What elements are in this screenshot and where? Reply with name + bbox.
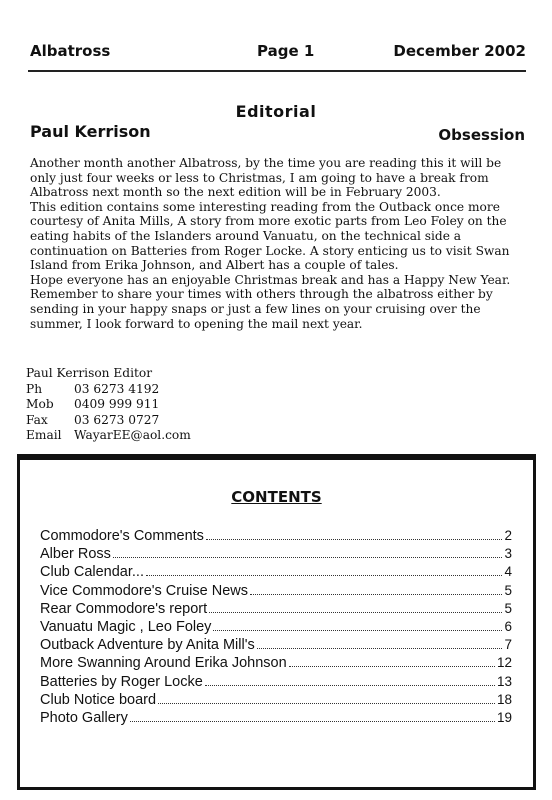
header-rule	[28, 70, 526, 72]
toc-leader	[113, 557, 503, 558]
toc-page: 18	[496, 691, 512, 707]
contents-box	[17, 454, 536, 790]
editorial-heading: Editorial	[235, 102, 317, 121]
toc-title: Vanuatu Magic , Leo Foley	[40, 618, 212, 635]
toc-entry[interactable]	[40, 655, 512, 673]
toc-leader	[206, 539, 503, 540]
toc-title: Alber Ross	[40, 546, 111, 563]
toc-title: Outback Adventure by Anita Mill's	[40, 637, 255, 654]
mobile-row	[26, 397, 191, 413]
toc-page: 7	[504, 637, 512, 653]
toc-page: 6	[504, 618, 512, 634]
toc-entry[interactable]	[40, 674, 512, 692]
paragraph: Another month another Albatross, by the time you are reading this it will be only just four weeks or less to Christmas, I am going to have a break from Albatross next month so the next edition will be in February 2003.	[30, 156, 502, 200]
toc-leader	[289, 666, 495, 667]
toc-leader	[146, 575, 503, 576]
paragraph: Hope everyone has an enjoyable Christmas break and has a Happy New Year. Remember to share your times with others through the albatross either by sending in your happy snaps or just a few lines on your cruising over the summer, I look forward to opening the mail next year.	[30, 272, 511, 331]
issue-date: December 2002	[393, 42, 526, 60]
page-number: Page 1	[257, 42, 315, 60]
editor-name: Paul Kerrison Editor	[26, 366, 153, 380]
toc-title: More Swanning Around Erika Johnson	[40, 655, 287, 672]
phone-label: Ph	[26, 381, 43, 396]
author-byline: Paul Kerrison	[30, 122, 151, 141]
paragraph: This edition contains some interesting reading from the Outback once more courtesy of Anita Mills, A story from more exotic parts from Leo Foley on the eating habits of the Islanders around Vanuatu, on the technical side a continuation on Batteries from Roger Locke. A story enticing us to visit Swan Island from Erika Johnson, and Albert has a couple of tales.	[30, 199, 510, 273]
toc-title: Club Notice board	[40, 691, 157, 708]
toc-entry[interactable]	[40, 564, 512, 582]
editorial-tagline: Obsession	[438, 126, 525, 144]
mobile-value: 0409 999 911	[74, 397, 160, 411]
toc-page: 5	[504, 582, 512, 598]
fax-label: Fax	[26, 412, 48, 427]
toc-page: 2	[504, 528, 512, 543]
toc-leader	[205, 685, 495, 686]
mobile-label: Mob	[26, 397, 54, 411]
toc-entry[interactable]	[40, 601, 512, 619]
toc-title: Batteries by Roger Locke	[40, 673, 203, 690]
fax-value: 03 6273 0727	[74, 412, 160, 427]
toc-leader	[257, 648, 503, 649]
toc-title: Vice Commodore's Cruise News	[40, 582, 248, 599]
toc-leader	[158, 703, 495, 704]
email-row	[26, 428, 191, 444]
contact-block	[26, 366, 191, 444]
toc-page: 12	[496, 655, 512, 671]
toc-title: Rear Commodore's report	[40, 600, 208, 617]
toc-page: 13	[496, 673, 512, 689]
toc-page: 5	[504, 600, 512, 616]
toc-leader	[209, 612, 502, 613]
toc-title: Commodore's Comments	[40, 528, 204, 544]
toc-page: 3	[504, 546, 512, 562]
email-label: Email	[26, 428, 62, 442]
toc-page: 19	[496, 709, 512, 725]
toc-entry[interactable]	[40, 637, 512, 655]
toc-entry[interactable]	[40, 692, 512, 710]
toc-page: 4	[504, 564, 512, 580]
newsletter-name: Albatross	[30, 42, 111, 60]
toc-entry[interactable]	[40, 546, 512, 564]
phone-row	[26, 382, 191, 398]
toc-entry[interactable]	[40, 619, 512, 637]
phone-value: 03 6273 4192	[74, 381, 160, 396]
toc-leader	[213, 630, 502, 631]
toc-entry[interactable]	[40, 710, 512, 728]
toc-leader	[130, 721, 495, 722]
fax-row	[26, 413, 191, 429]
editorial-body	[30, 156, 522, 331]
toc-entry[interactable]	[40, 528, 512, 546]
toc-title: Club Calendar...	[40, 564, 144, 581]
toc-title: Photo Gallery	[40, 709, 128, 726]
toc-entry[interactable]	[40, 583, 512, 601]
contents-title: CONTENTS	[231, 488, 322, 506]
toc-leader	[250, 594, 503, 595]
email-value: WayarEE@aol.com	[74, 428, 191, 442]
contents-list	[40, 528, 512, 728]
